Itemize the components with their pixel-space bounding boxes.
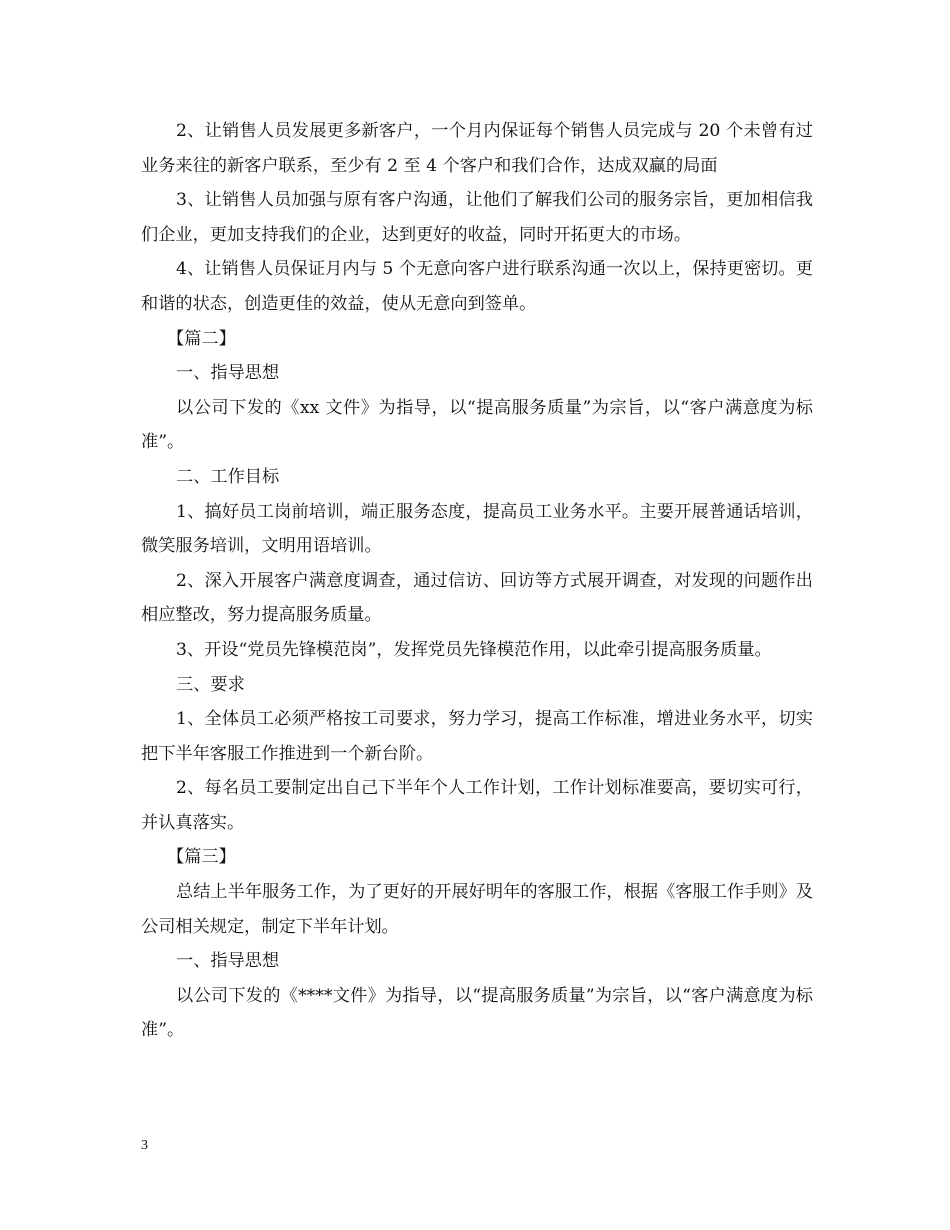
heading-requirements: 三、要求 xyxy=(176,674,245,695)
paragraph-3: 4、让销售人员保证月内与 5 个无意向客户进行联系沟通一次以上，保持更密切。更和谐的状态，创造更佳的效益，使从无意向到签单。 xyxy=(141,259,813,314)
paragraph-requirement-2: 2、每名员工要制定出自己下半年个人工作计划，工作计划标准要高，要切实可行，并认真落实。 xyxy=(141,778,813,833)
heading-guiding-ideology-2: 一、指导思想 xyxy=(176,951,280,972)
paragraph-requirement-1: 1、全体员工必须严格按工司要求，努力学习，提高工作标准，增进业务水平，切实把下半年客服工作推进到一个新台阶。 xyxy=(141,709,813,764)
paragraph-guiding-ideology: 以公司下发的《xx 文件》为指导，以“提高服务质量”为宗旨，以“客户满意度为标准”。 xyxy=(141,397,813,453)
section-heading-part-three: 【篇三】 xyxy=(167,847,236,868)
heading-guiding-ideology: 一、指导思想 xyxy=(176,363,280,384)
page-number: 3 xyxy=(141,1138,148,1153)
paragraph-goal-1: 1、搞好员工岗前培训，端正服务态度，提高员工业务水平。主要开展普通话培训，微笑服务培训，文明用语培训。 xyxy=(141,501,813,557)
paragraph-summary: 总结上半年服务工作，为了更好的开展好明年的客服工作，根据《客服工作手则》及公司相关规定，制定下半年计划。 xyxy=(141,882,813,937)
paragraph-1: 2、让销售人员发展更多新客户，一个月内保证每个销售人员完成与 20 个未曾有过业务来往的新客户联系，至少有 2 至 4 个客户和我们合作，达成双赢的局面 xyxy=(141,121,813,176)
paragraph-2: 3、让销售人员加强与原有客户沟通，让他们了解我们公司的服务宗旨，更加相信我们企业，更加支持我们的企业，达到更好的收益，同时开拓更大的市场。 xyxy=(141,190,813,245)
section-heading-part-two: 【篇二】 xyxy=(167,328,236,349)
paragraph-goal-2: 2、深入开展客户满意度调查，通过信访、回访等方式展开调查，对发现的问题作出相应整改，努力提高服务质量。 xyxy=(141,570,813,626)
document-body xyxy=(141,114,813,1048)
heading-work-goals: 二、工作目标 xyxy=(176,466,280,487)
paragraph-goal-3: 3、开设“党员先锋模范岗”，发挥党员先锋模范作用，以此牵引提高服务质量。 xyxy=(176,639,772,660)
paragraph-guiding-ideology-2: 以公司下发的《****文件》为指导，以“提高服务质量”为宗旨，以“客户满意度为标准”。 xyxy=(141,985,813,1041)
